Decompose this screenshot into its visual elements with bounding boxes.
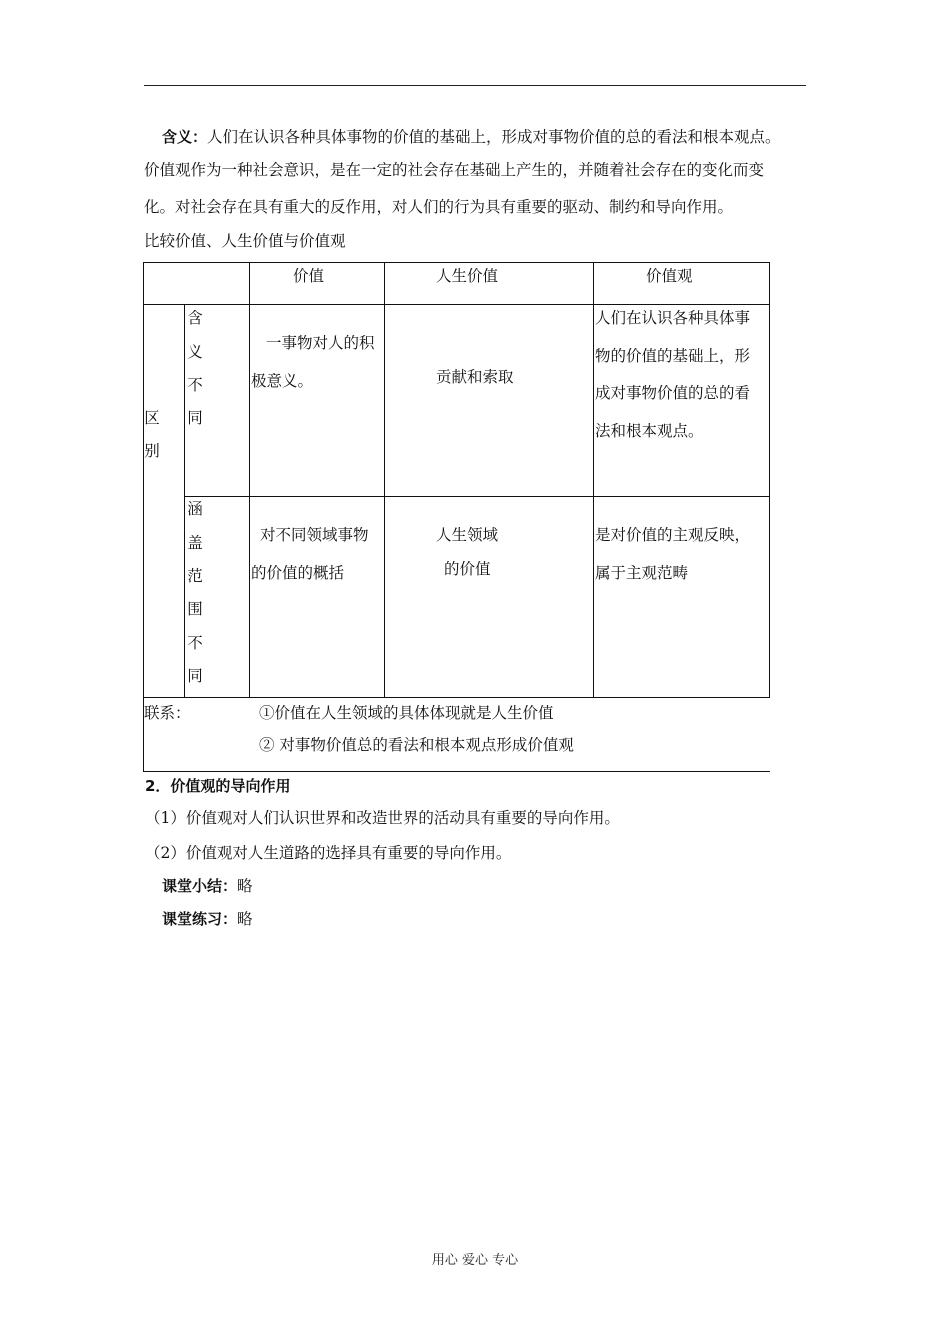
header-values-view: 价值观 — [646, 267, 693, 285]
table-border-right — [769, 262, 770, 698]
table-divider-1 — [249, 262, 250, 698]
summary-value: 略 — [237, 877, 253, 895]
row1-values-view-line: 人们在认识各种具体事 — [595, 309, 751, 327]
row1-values-view-line: 物的价值的基础上，形 — [595, 347, 751, 365]
group-label-char: 别 — [144, 442, 160, 460]
header-life-value: 人生价值 — [436, 267, 499, 285]
table-row1-bottom — [184, 496, 770, 497]
row2-label-char: 范 — [187, 567, 203, 585]
row2-label-char: 同 — [187, 667, 203, 685]
row2-values-view-line: 属于主观范畴 — [595, 564, 689, 582]
row2-label-char: 不 — [187, 634, 203, 652]
row2-life-value-line: 人生领域 — [436, 526, 499, 544]
row2-label-char: 围 — [187, 600, 203, 618]
row1-label-char: 同 — [187, 409, 203, 427]
compare-title: 比较价值、人生价值与价值观 — [144, 232, 346, 250]
intro-line-3: 化。对社会存在具有重大的反作用，对人们的行为具有重要的驱动、制约和导向作用。 — [144, 198, 734, 216]
table-divider-2 — [384, 262, 385, 698]
practice-line — [162, 909, 253, 929]
table-border-left — [143, 262, 144, 772]
row2-label-char: 盖 — [187, 534, 203, 552]
section-2-item-2: （2）价值观对人生道路的选择具有重要的导向作用。 — [145, 844, 512, 862]
meaning-text: 人们在认识各种具体事物的价值的基础上，形成对事物价值的总的看法和根本观点。 — [207, 128, 781, 146]
table-divider-3 — [593, 262, 594, 698]
table-row2-bottom — [143, 697, 770, 698]
meaning-line — [162, 127, 781, 147]
practice-value: 略 — [237, 910, 253, 928]
header-rule — [144, 85, 806, 86]
summary-line — [162, 876, 253, 896]
table-border-top — [143, 262, 770, 263]
section-2-title: 2．价值观的导向作用 — [145, 777, 291, 795]
row2-life-value-line: 的价值 — [444, 560, 491, 578]
row1-label-char: 不 — [187, 376, 203, 394]
row2-value-line: 对不同领域事物 — [260, 526, 369, 544]
table-header-bottom — [143, 304, 770, 305]
row1-value-line: 一事物对人的积 — [266, 334, 375, 352]
page-footer: 用心 爱心 专心 — [431, 1253, 519, 1268]
intro-line-2: 价值观作为一种社会意识，是在一定的社会存在基础上产生的，并随着社会存在的变化而变 — [144, 161, 765, 179]
row1-label-char: 义 — [187, 343, 203, 361]
practice-label: 课堂练习： — [162, 910, 238, 928]
row1-value-line: 极意义。 — [251, 372, 314, 390]
section-2-item-1: （1）价值观对人们认识世界和改造世界的活动具有重要的导向作用。 — [145, 809, 620, 827]
row2-label-char: 涵 — [187, 500, 203, 518]
group-label-char: 区 — [144, 409, 160, 427]
meaning-label: 含义： — [162, 128, 208, 146]
relation-label: 联系： — [144, 704, 191, 722]
summary-label: 课堂小结： — [162, 877, 238, 895]
relation-item-1: ①价值在人生领域的具体体现就是人生价值 — [259, 704, 554, 722]
relation-item-2: ② 对事物价值总的看法和根本观点形成价值观 — [259, 736, 574, 754]
row2-values-view-line: 是对价值的主观反映， — [595, 526, 751, 544]
row1-life-value: 贡献和索取 — [436, 368, 514, 386]
row1-label-char: 含 — [187, 309, 203, 327]
row1-values-view-line: 成对事物价值的总的看 — [595, 384, 751, 402]
row2-value-line: 的价值的概括 — [251, 564, 345, 582]
header-value: 价值 — [293, 267, 325, 285]
row1-values-view-line: 法和根本观点。 — [595, 422, 704, 440]
table-border-bottom — [143, 771, 770, 772]
